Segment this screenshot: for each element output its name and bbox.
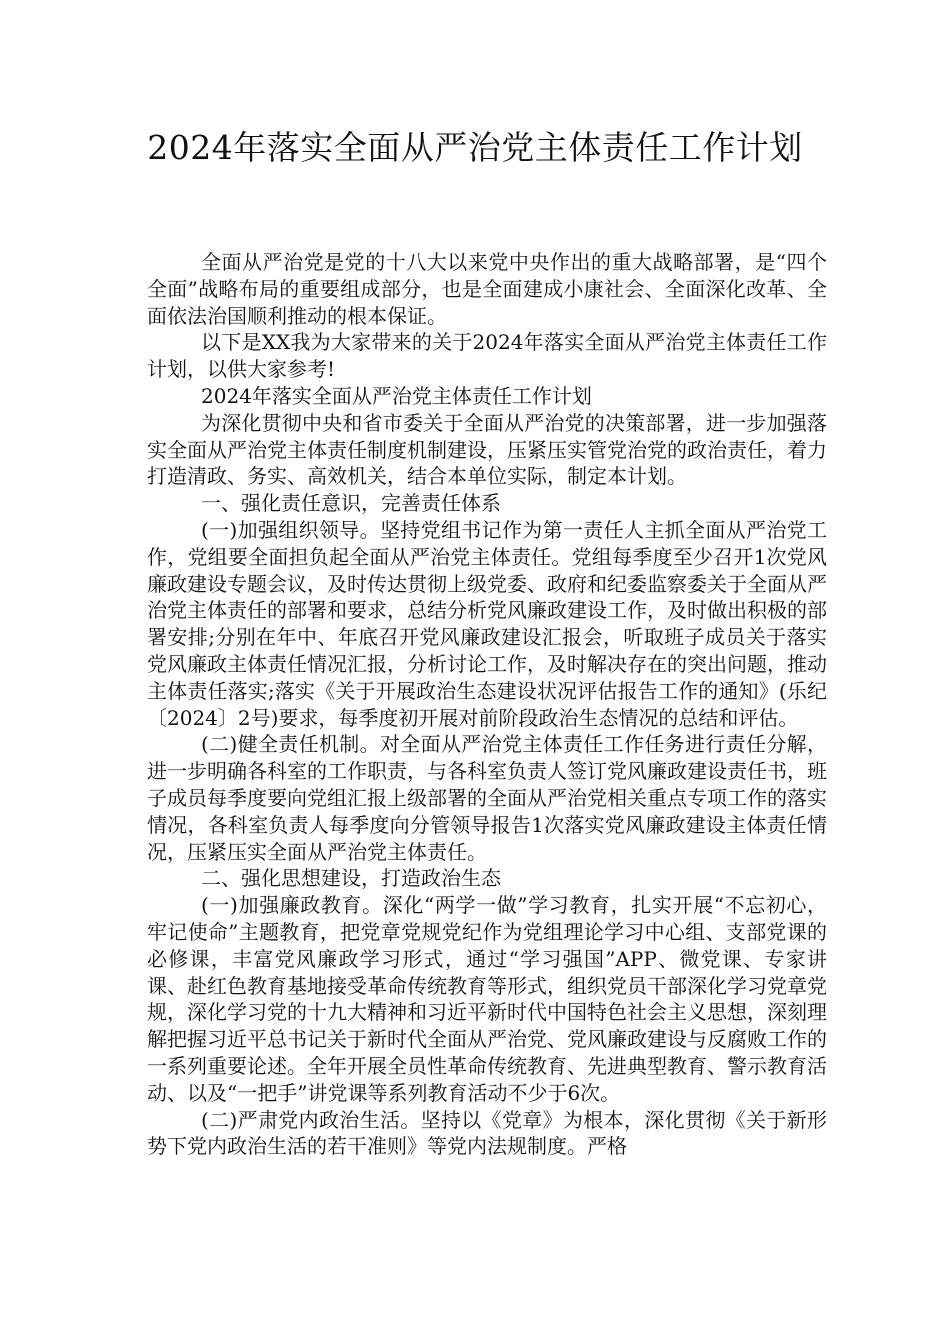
- document-title: 2024年落实全面从严治党主体责任工作计划: [147, 128, 803, 167]
- intro-paragraph: 以下是XX我为大家带来的关于2024年落实全面从严治党主体责任工作计划，以供大家参考!: [147, 330, 827, 382]
- body-paragraph: (一)加强组织领导。坚持党组书记作为第一责任人主抓全面从严治党工作，党组要全面担负起全面从严治党主体责任。党组每季度至少召开1次党风廉政建设专题会议，及时传达贯彻上级党委、政府和纪委监察委关于全面从严治党主体责任的部署和要求，总结分析党风廉政建设工作，及时做出积极的部署安排;分别在年中、年底召开党风廉政建设汇报会，听取班子成员关于落实党风廉政主体责任情况汇报，分析讨论工作，及时解决存在的突出问题，推动主体责任落实;落实《关于开展政治生态建设状况评估报告工作的通知》(乐纪〔2024〕2号)要求，每季度初开展对前阶段政治生态情况的总结和评估。: [147, 517, 827, 730]
- body-paragraph: (二)严肃党内政治生活。坚持以《党章》为根本，深化贯彻《关于新形势下党内政治生活的若干准则》等党内法规制度。严格: [147, 1107, 827, 1159]
- body-paragraph: (一)加强廉政教育。深化“两学一做”学习教育，扎实开展“不忘初心，牢记使命”主题教育，把党章党规党纪作为党组理论学习中心组、支部党课的必修课，丰富党风廉政学习形式，通过“学习强国”APP、微党课、专家讲课、赴红色教育基地接受革命传统教育等形式，组织党员干部深化学习党章党规，深化学习党的十九大精神和习近平新时代中国特色社会主义思想，深刻理解把握习近平总书记关于新时代全面从严治党、党风廉政建设与反腐败工作的一系列重要论述。全年开展全员性革命传统教育、先进典型教育、警示教育活动、以及“一把手”讲党课等系列教育活动不少于6次。: [147, 893, 827, 1105]
- document-body: [147, 249, 827, 1160]
- section-heading: 二、强化思想建设，打造政治生态: [201, 866, 501, 891]
- section-heading: 一、强化责任意识，完善责任体系: [201, 491, 501, 516]
- section-heading: 2024年落实全面从严治党主体责任工作计划: [201, 383, 592, 408]
- body-paragraph: (二)健全责任机制。对全面从严治党主体责任工作任务进行责任分解，进一步明确各科室的工作职责，与各科室负责人签订党风廉政建设责任书，班子成员每季度要向党组汇报上级部署的全面从严治党相关重点专项工作的落实情况，各科室负责人每季度向分管领导报告1次落实党风廉政建设主体责任情况，压紧压实全面从严治党主体责任。: [147, 732, 827, 864]
- body-paragraph: 为深化贯彻中央和省市委关于全面从严治党的决策部署，进一步加强落实全面从严治党主体责任制度机制建设，压紧压实管党治党的政治责任，着力打造清政、务实、高效机关，结合本单位实际，制定本计划。: [147, 410, 827, 489]
- intro-paragraph: 全面从严治党是党的十八大以来党中央作出的重大战略部署，是“四个全面”战略布局的重要组成部分，也是全面建成小康社会、全面深化改革、全面依法治国顺利推动的根本保证。: [147, 250, 827, 328]
